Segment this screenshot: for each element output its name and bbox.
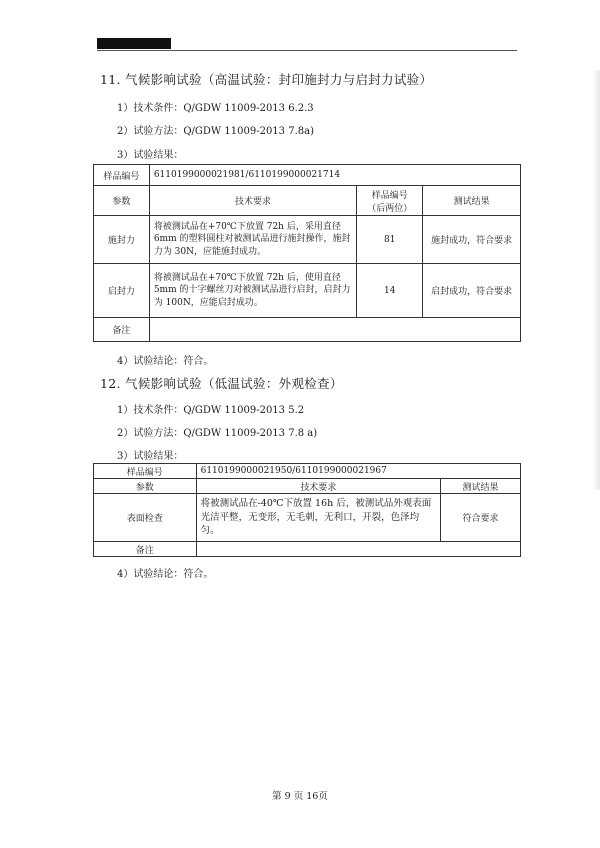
section-12-results-table	[93, 463, 521, 557]
section-11-results-label: 3）试验结果：	[117, 150, 184, 161]
sample-number-label: 样品编号	[94, 165, 150, 186]
header-param: 参数	[94, 479, 197, 494]
remark-label: 备注	[94, 542, 197, 557]
header-result: 测试结果	[423, 186, 521, 216]
scan-shadow	[592, 70, 600, 490]
header-sample-line2: （后两位）	[367, 203, 413, 214]
header-result: 测试结果	[441, 479, 521, 494]
table-header-row	[94, 479, 521, 494]
section-11-test-method: 2）试验方法：Q/GDW 11009-2013 7.8a)	[117, 126, 314, 137]
section-11-results-table	[93, 164, 521, 342]
remark-value	[196, 542, 520, 557]
row-result: 符合要求	[441, 494, 521, 542]
section-12-title: 12. 气候影响试验（低温试验：外观检查）	[100, 376, 343, 391]
row-requirement: 将被测试品在-40℃下放置 16h 后，被测试品外观表面光洁平整，无变形，无毛刺，无利口，开裂，色泽均匀。	[196, 494, 441, 542]
section-12-tech-condition: 1）技术条件：Q/GDW 11009-2013 5.2	[117, 405, 305, 416]
row-param: 施封力	[94, 216, 150, 264]
table-row	[94, 264, 521, 318]
sample-number-label: 样品编号	[94, 464, 197, 479]
row-requirement: 将被测试品在+70℃下放置 72h 后，采用直径 6mm 的塑料圆柱对被测试品进行施封操作，施封力为 30N，应能施封成功。	[149, 216, 357, 264]
remark-row	[94, 318, 521, 342]
header-param: 参数	[94, 186, 150, 216]
header-requirement: 技术要求	[196, 479, 441, 494]
header-sample-line1: 样品编号	[371, 190, 408, 201]
section-12-test-method: 2）试验方法：Q/GDW 11009-2013 7.8 a)	[117, 428, 318, 439]
header-requirement: 技术要求	[149, 186, 357, 216]
sample-number-row	[94, 464, 521, 479]
row-sample: 14	[357, 264, 423, 318]
table-header-row	[94, 186, 521, 216]
row-param: 表面检查	[94, 494, 197, 542]
remark-row	[94, 542, 521, 557]
section-11-title: 11. 气候影响试验（高温试验：封印施封力与启封力试验）	[100, 72, 433, 87]
row-requirement: 将被测试品在+70℃下放置 72h 后，使用直径 5mm 的十字螺丝刀对被测试品进行启封，启封力为 100N，应能启封成功。	[149, 264, 357, 318]
section-12-conclusion: 4）试验结论：符合。	[117, 569, 214, 580]
row-sample: 81	[357, 216, 423, 264]
header-rule	[97, 50, 517, 51]
table-row	[94, 216, 521, 264]
sample-number-value: 6110199000021950/6110199000021967	[196, 464, 520, 479]
section-12-results-label: 3）试验结果：	[117, 451, 184, 462]
page-number: 第 9 页 16页	[272, 791, 328, 802]
sample-number-row	[94, 165, 521, 186]
row-param: 启封力	[94, 264, 150, 318]
section-11-conclusion: 4）试验结论：符合。	[117, 356, 214, 367]
section-11-tech-condition: 1）技术条件：Q/GDW 11009-2013 6.2.3	[117, 103, 314, 114]
redacted-header-block	[97, 38, 171, 49]
remark-value	[149, 318, 520, 342]
row-result: 施封成功，符合要求	[423, 216, 521, 264]
row-result: 启封成功，符合要求	[423, 264, 521, 318]
remark-label: 备注	[94, 318, 150, 342]
sample-number-value: 6110199000021981/6110199000021714	[149, 165, 520, 186]
header-sample-number	[357, 186, 423, 216]
table-row	[94, 494, 521, 542]
